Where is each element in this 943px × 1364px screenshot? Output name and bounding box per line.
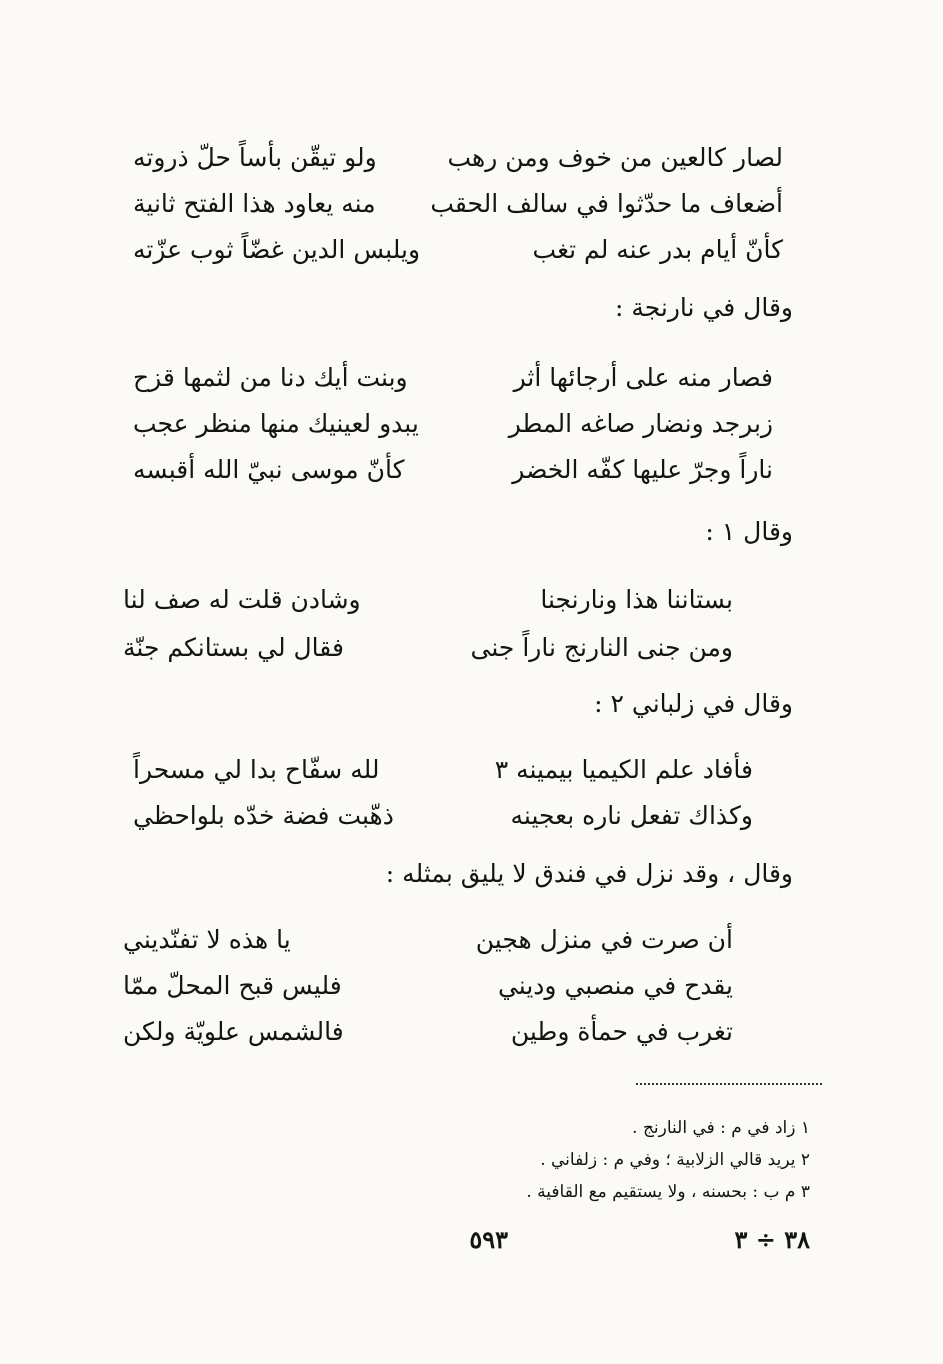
verse-hemistich-first: وشادن قلت له صف لنا [123, 585, 361, 614]
verse-hemistich-first: ويلبس الدين غضّاً ثوب عزّته [133, 235, 421, 264]
section-heading: وقال ، وقد نزل في فندق لا يليق بمثله : [385, 859, 793, 888]
section-heading: وقال في نارنجة : [614, 293, 793, 322]
verse-hemistich-second: تغرب في حمأة وطين [510, 1017, 733, 1046]
footnote: ٣ م ب : بحسنه ، ولا يستقيم مع القافية . [526, 1182, 810, 1202]
verse-hemistich-first: منه يعاود هذا الفتح ثانية [133, 189, 376, 218]
verse-hemistich-first: يا هذه لا تفنّديني [123, 925, 291, 954]
footnote: ٢ يريد قالي الزلابية ؛ وفي م : زلفاني . [540, 1150, 810, 1170]
section-heading: وقال في زلباني ٢ : [594, 689, 793, 718]
verse-hemistich-second: وكذاك تفعل ناره بعجينه [510, 801, 753, 830]
verse-hemistich-first: ذهّبت فضة خدّه بلواحظي [133, 801, 394, 830]
verse-hemistich-second: أن صرت في منزل هجين [475, 925, 733, 954]
footnote: ١ زاد في م : في النارنج . [632, 1118, 810, 1138]
verse-hemistich-first: فقال لي بستانكم جنّة [123, 633, 344, 662]
verse-hemistich-second: فأفاد علم الكيميا بيمينه ٣ [494, 755, 753, 784]
verse-hemistich-second: ناراً وجرّ عليها كفّه الخضر [512, 455, 773, 484]
verse-hemistich-first: ولو تيقّن بأساً حلّ ذروته [133, 143, 377, 172]
section-heading: وقال ١ : [705, 517, 793, 546]
verse-hemistich-first: لله سفّاح بدا لي مسحراً [133, 755, 380, 784]
verse-hemistich-first: يبدو لعينيك منها منظر عجب [133, 409, 419, 438]
verse-hemistich-second: بستاننا هذا ونارنجنا [540, 585, 733, 614]
verse-hemistich-first: فالشمس علويّة ولكن [123, 1017, 344, 1046]
verse-hemistich-second: أضعاف ما حدّثوا في سالف الحقب [430, 189, 783, 218]
verse-hemistich-first: كأنّ موسى نبيّ الله أقبسه [133, 455, 405, 484]
verse-hemistich-second: زبرجد ونضار صاغه المطر [508, 409, 773, 438]
verse-hemistich-second: لصار كالعين من خوف ومن رهب [447, 143, 783, 172]
signature-mark: ٣٨ ÷ ٣ [734, 1225, 810, 1254]
verse-hemistich-second: ومن جنى النارنج ناراً جنى [470, 633, 733, 662]
verse-hemistich-second: كأنّ أيام بدر عنه لم تغب [532, 235, 783, 264]
footnote-divider [636, 1083, 822, 1085]
page-number: ٥٩٣ [469, 1225, 508, 1254]
verse-hemistich-first: وبنت أيك دنا من لثمها قزح [133, 363, 408, 392]
verse-hemistich-second: فصار منه على أرجائها أثر [513, 363, 773, 392]
verse-hemistich-first: فليس قبح المحلّ ممّا [123, 971, 342, 1000]
verse-hemistich-second: يقدح في منصبي وديني [497, 971, 733, 1000]
